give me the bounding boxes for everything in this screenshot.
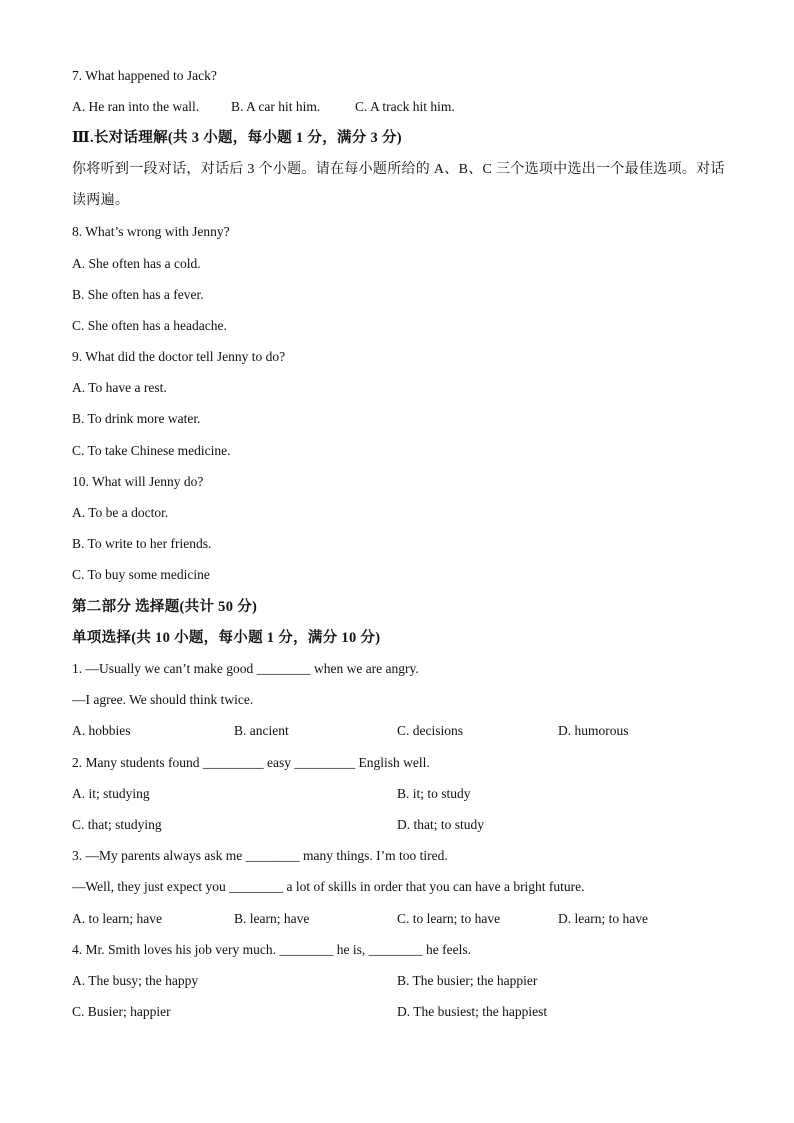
p2-q2-option-a: A. it; studying <box>72 786 150 801</box>
p2-question-2: 2. Many students found _________ easy _________ English well. <box>72 755 430 770</box>
p2-q1-option-d: D. humorous <box>558 723 629 738</box>
q9-option-b: B. To drink more water. <box>72 411 201 426</box>
p2-question-1-line-1: 1. —Usually we can’t make good ________ when we are angry. <box>72 661 419 676</box>
q7-option-a: A. He ran into the wall. <box>72 99 200 114</box>
q10-option-b: B. To write to her friends. <box>72 536 212 551</box>
section-3-instruction-line-1: 你将听到一段对话，对话后 3 个小题。请在每小题所给的 A、B、C 三个选项中选出一个最佳选项。对话 <box>72 162 725 177</box>
p2-q1-option-c: C. decisions <box>397 723 463 738</box>
p2-q4-option-a: A. The busy; the happy <box>72 973 199 988</box>
part-2-subheading: 单项选择(共 10 小题，每小题 1 分，满分 10 分) <box>72 630 381 646</box>
question-7: 7. What happened to Jack? <box>72 68 217 83</box>
p2-q4-option-c: C. Busier; happier <box>72 1004 171 1019</box>
section-3-instruction-line-2: 读两遍。 <box>72 193 130 208</box>
question-8: 8. What’s wrong with Jenny? <box>72 224 230 239</box>
p2-q3-option-c: C. to learn; to have <box>397 911 501 926</box>
p2-q3-option-b: B. learn; have <box>234 911 310 926</box>
p2-q3-option-a: A. to learn; have <box>72 911 162 926</box>
q10-option-a: A. To be a doctor. <box>72 505 169 520</box>
p2-q1-option-a: A. hobbies <box>72 723 131 738</box>
q10-option-c: C. To buy some medicine <box>72 567 210 582</box>
question-9: 9. What did the doctor tell Jenny to do? <box>72 349 286 364</box>
q8-option-a: A. She often has a cold. <box>72 256 201 271</box>
p2-q2-option-d: D. that; to study <box>397 817 484 832</box>
p2-q2-option-c: C. that; studying <box>72 817 162 832</box>
p2-question-3-line-1: 3. —My parents always ask me ________ many things. I’m too tired. <box>72 848 448 863</box>
p2-question-4: 4. Mr. Smith loves his job very much. ________ he is, ________ he feels. <box>72 942 471 957</box>
p2-q4-option-d: D. The busiest; the happiest <box>397 1004 548 1019</box>
q9-option-c: C. To take Chinese medicine. <box>72 443 231 458</box>
part-2-heading: 第二部分 选择题(共计 50 分) <box>72 599 258 615</box>
q7-option-b: B. A car hit him. <box>231 99 321 114</box>
q8-option-b: B. She often has a fever. <box>72 287 204 302</box>
q8-option-c: C. She often has a headache. <box>72 318 227 333</box>
q9-option-a: A. To have a rest. <box>72 380 167 395</box>
p2-q4-option-b: B. The busier; the happier <box>397 973 538 988</box>
p2-question-1-line-2: —I agree. We should think twice. <box>72 692 254 707</box>
p2-q2-option-b: B. it; to study <box>397 786 471 801</box>
q7-option-c: C. A track hit him. <box>355 99 455 114</box>
question-10: 10. What will Jenny do? <box>72 474 204 489</box>
p2-q1-option-b: B. ancient <box>234 723 289 738</box>
section-3-heading: Ⅲ.长对话理解(共 3 小题，每小题 1 分，满分 3 分) <box>72 130 402 146</box>
p2-question-3-line-2: —Well, they just expect you ________ a lot of skills in order that you can have a bright future. <box>72 879 585 894</box>
p2-q3-option-d: D. learn; to have <box>558 911 648 926</box>
